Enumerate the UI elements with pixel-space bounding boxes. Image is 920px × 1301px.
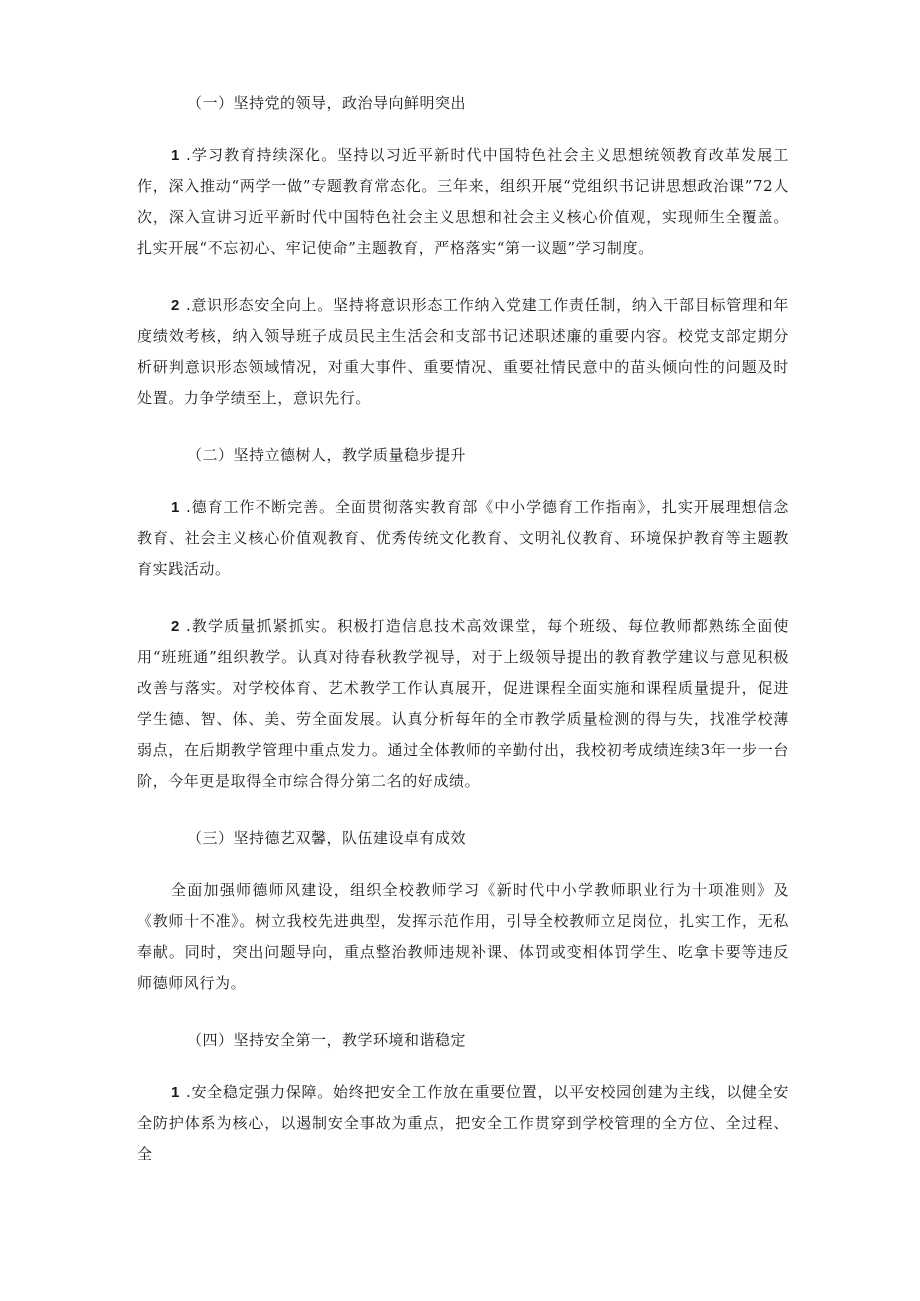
section-heading-1: （一）坚持党的领导，政治导向鲜明突出 — [187, 94, 467, 112]
paragraph-1-2 — [137, 290, 789, 414]
paragraph-text: .德育工作不断完善。全面贯彻落实教育部《中小学德育工作指南》，扎实开展理想信念教育、社会主义核心价值观教育、优秀传统文化教育、文明礼仪教育、环境保护教育等主题教育实践活动。 — [137, 498, 789, 578]
item-number: 2 — [171, 297, 180, 314]
document-page — [137, 88, 789, 1170]
item-number: 1 — [171, 499, 180, 516]
item-number: 1 — [171, 147, 180, 164]
paragraph-1-1 — [137, 140, 789, 264]
paragraph-text: .教学质量抓紧抓实。积极打造信息技术高效课堂，每个班级、每位教师都熟练全面使用“班班通”组织教学。认真对待春秋教学视导，对于上级领导提出的教育教学建议与意见积极改善与落实。对学校体育、艺术教学工作认真展开，促进课程全面实施和课程质量提升，促进学生德、智、体、美、劳全面发展。认真分析每年的全市教学质量检测的得与失，找准学校薄弱点，在后期教学管理中重点发力。通过全体教师的辛勤付出，我校初考成绩连续3年一步一台阶，今年更是取得全市综合得分第二名的好成绩。 — [137, 617, 789, 790]
section-heading-4: （四）坚持安全第一，教学环境和谐稳定 — [187, 1031, 467, 1049]
item-number: 2 — [171, 618, 180, 635]
paragraph-text: .学习教育持续深化。坚持以习近平新时代中国特色社会主义思想统领教育改革发展工作，深入推动“两学一做”专题教育常态化。三年来，组织开展“党组织书记讲思想政治课”72人次，深入宣讲习近平新时代中国特色社会主义思想和社会主义核心价值观，实现师生全覆盖。扎实开展“不忘初心、牢记使命”主题教育，严格落实“第一议题”学习制度。 — [137, 146, 789, 257]
paragraph-text: .安全稳定强力保障。始终把安全工作放在重要位置，以平安校园创建为主线，以健全安全防护体系为核心，以遏制安全事故为重点，把安全工作贯穿到学校管理的全方位、全过程、全 — [137, 1083, 789, 1163]
paragraph-4-1 — [137, 1077, 789, 1170]
item-number: 1 — [171, 1084, 180, 1101]
paragraph-2-1 — [137, 492, 789, 585]
paragraph-text: .意识形态安全向上。坚持将意识形态工作纳入党建工作责任制，纳入干部目标管理和年度绩效考核，纳入领导班子成员民主生活会和支部书记述职述廉的重要内容。校党支部定期分析研判意识形态领域情况，对重大事件、重要情况、重要社情民意中的苗头倾向性的问题及时处置。力争学绩至上，意识先行。 — [137, 296, 789, 407]
paragraph-3-1: 全面加强师德师风建设，组织全校教师学习《新时代中小学教师职业行为十项准则》及《教师十不准》。树立我校先进典型，发挥示范作用，引导全校教师立足岗位，扎实工作，无私奉献。同时，突出问题导向，重点整治教师违规补课、体罚或变相体罚学生、吃拿卡要等违反师德师风行为。 — [137, 881, 789, 992]
paragraph-2-2 — [137, 611, 789, 797]
section-heading-3: （三）坚持德艺双馨，队伍建设卓有成效 — [187, 829, 467, 847]
section-heading-2: （二）坚持立德树人，教学质量稳步提升 — [187, 446, 467, 464]
